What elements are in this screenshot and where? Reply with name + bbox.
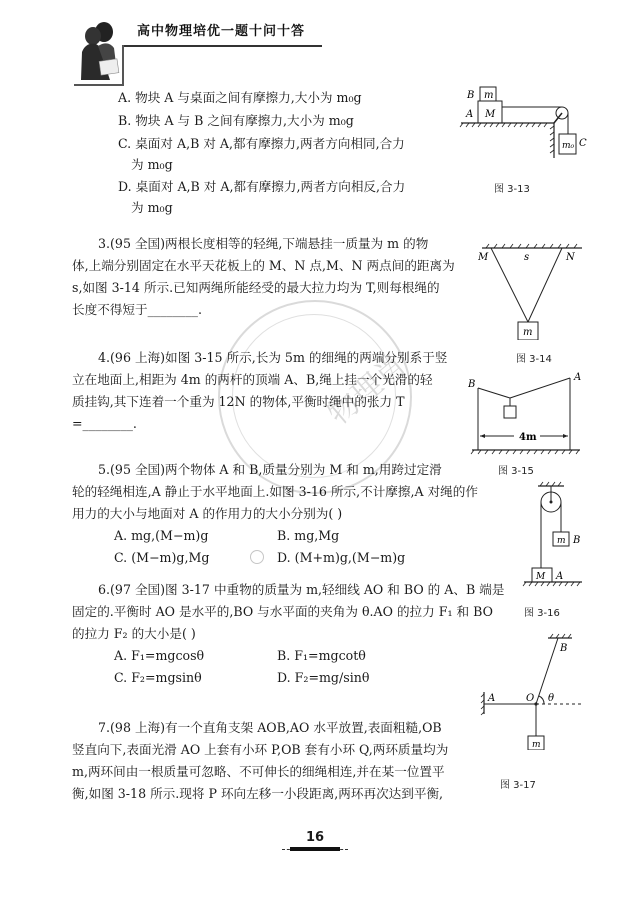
figure-3-16	[520, 480, 600, 592]
q6-option-c: C. F₂=mgsinθ	[114, 670, 202, 685]
figure-3-15-caption: 图 3-15	[498, 466, 534, 477]
q5-option-b: B. mg,Mg	[277, 528, 340, 543]
label-m: m	[557, 536, 566, 546]
students-reading-icon	[76, 18, 122, 80]
q2-option-c: C. 桌面对 A,B 对 A,都有摩擦力,两者方向相同,合力	[118, 136, 405, 151]
q6-line-1: 6.(97 全国)图 3-17 中重物的质量为 m,轻细线 AO 和 BO 的 A、B 端是	[98, 582, 505, 597]
q2-option-a: A. 物块 A 与桌面之间有摩擦力,大小为 m₀g	[118, 90, 362, 105]
header-rule-bottom	[74, 84, 124, 86]
watermark-dot	[250, 550, 264, 564]
q5-line-2: 轮的轻绳相连,A 静止于水平地面上.如图 3-16 所示,不计摩擦,A 对绳的作	[72, 484, 478, 499]
label-a: A	[556, 571, 564, 582]
q2-option-c-cont: 为 m₀g	[131, 157, 173, 172]
q6-option-d: D. F₂=mg/sinθ	[277, 670, 370, 685]
header-illustration	[76, 18, 122, 80]
q5-line-3: 用力的大小与地面对 A 的作用力的大小分别为( )	[72, 506, 343, 521]
q7-line-4: 衡,如图 3-18 所示.现将 P 环向左移一小段距离,两环再次达到平衡,	[72, 786, 444, 801]
page-number: 16	[306, 830, 325, 845]
q4-line-3: 质挂钩,其下连着一个重为 12N 的物体,平衡时绳中的张力 T	[72, 394, 405, 409]
figure-3-13-caption: 图 3-13	[494, 184, 530, 195]
q4-line-1: 4.(96 上海)如图 3-15 所示,长为 5m 的细绳的两端分别系于竖	[98, 350, 448, 365]
q5-line-1: 5.(95 全国)两个物体 A 和 B,质量分别为 M 和 m,用跨过定滑	[98, 462, 442, 477]
label-mass: m	[523, 327, 533, 338]
label-m-point: M	[478, 252, 489, 263]
hanging-weight	[504, 406, 516, 418]
q6-line-2: 固定的.平衡时 AO 是水平的,BO 与水平面的夹角为 θ.AO 的拉力 F₁ 和 BO	[72, 604, 493, 619]
q6-option-a: A. F₁=mgcosθ	[114, 648, 205, 663]
label-b: B	[560, 643, 568, 654]
watermark-text: 物理肖	[321, 347, 413, 433]
page-number-bar	[290, 847, 340, 851]
figure-3-16-caption: 图 3-16	[524, 608, 560, 619]
figure-3-14	[478, 240, 586, 340]
label-a: A	[488, 693, 496, 704]
figure-3-17	[476, 630, 592, 750]
label-o: O	[526, 693, 535, 704]
figure-3-15	[468, 370, 593, 456]
q3-line-4: 长度不得短于________.	[72, 302, 202, 317]
label-m: m	[484, 90, 494, 101]
label-theta: θ	[548, 693, 555, 704]
q7-line-1: 7.(98 上海)有一个直角支架 AOB,AO 水平放置,表面粗糙,OB	[98, 720, 442, 735]
label-m0: m₀	[562, 141, 575, 151]
label-a: A	[574, 372, 582, 383]
q3-line-2: 体,上端分别固定在水平天花板上的 M、N 点,M、N 两点间的距离为	[72, 258, 455, 273]
figure-3-13-label-c	[578, 134, 592, 150]
q7-line-3: m,两环间由一根质量可忽略、不可伸长的细绳相连,并在某一位置平	[72, 764, 445, 779]
header-title: 高中物理培优一题十问十答	[137, 24, 306, 39]
label-a: A	[466, 109, 474, 120]
q6-option-b: B. F₁=mgcotθ	[277, 648, 366, 663]
header-rule	[122, 45, 322, 47]
label-n-point: N	[566, 252, 575, 263]
q2-option-b: B. 物块 A 与 B 之间有摩擦力,大小为 m₀g	[118, 113, 354, 128]
q7-line-2: 竖直向下,表面光滑 AO 上套有小环 P,OB 套有小环 Q,两环质量均为	[72, 742, 449, 757]
figure-3-14-caption: 图 3-14	[516, 354, 552, 365]
q2-option-d-cont: 为 m₀g	[131, 200, 173, 215]
q3-line-3: s,如图 3-14 所示.已知两绳所能经受的最大拉力均为 T,则每根绳的	[72, 280, 440, 295]
q6-line-3: 的拉力 F₂ 的大小是( )	[72, 626, 196, 641]
figure-3-13	[458, 86, 578, 158]
label-mass: m	[532, 740, 541, 750]
q5-option-a: A. mg,(M−m)g	[114, 528, 209, 543]
header-rule-vertical	[122, 45, 124, 85]
label-big-m: M	[485, 109, 496, 120]
q5-option-c: C. (M−m)g,Mg	[114, 550, 210, 565]
q2-option-d: D. 桌面对 A,B 对 A,都有摩擦力,两者方向相反,合力	[118, 179, 406, 194]
q4-line-4: =________.	[72, 416, 137, 431]
svg-text:C: C	[579, 138, 587, 149]
label-b: B	[468, 379, 476, 390]
q5-option-d: D. (M+m)g,(M−m)g	[277, 550, 406, 565]
label-s: s	[524, 252, 530, 263]
label-big-m: M	[536, 572, 546, 582]
label-b: B	[467, 90, 475, 101]
label-b: B	[573, 535, 581, 546]
figure-3-17-caption: 图 3-17	[500, 780, 536, 791]
label-distance: 4m	[519, 432, 537, 443]
q4-line-2: 立在地面上,相距为 4m 的两杆的顶端 A、B,绳上挂一个光滑的轻	[72, 372, 433, 387]
q3-line-1: 3.(95 全国)两根长度相等的轻绳,下端悬挂一质量为 m 的物	[98, 236, 429, 251]
